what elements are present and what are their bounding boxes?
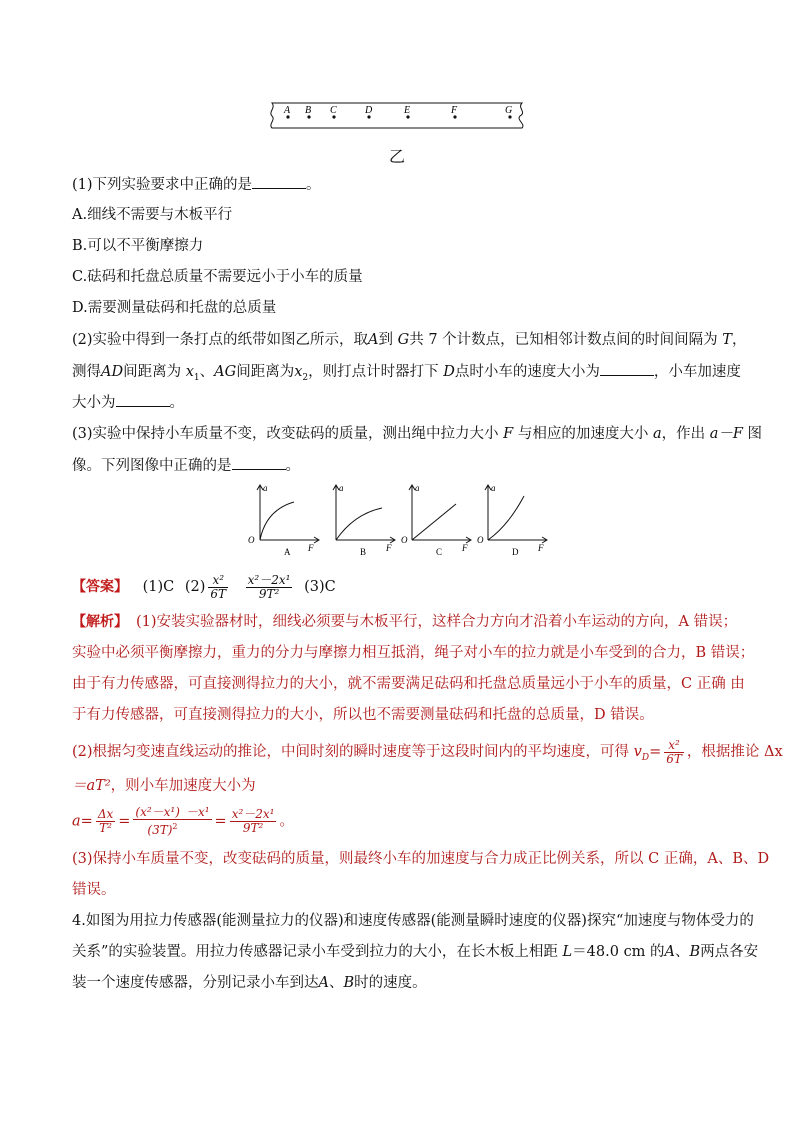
q3-graph-b-ylabel: a <box>339 483 344 493</box>
q3-graph-c-ylabel: a <box>415 483 420 493</box>
q3-graph-a-origin: O <box>248 535 255 545</box>
analysis-text-6b: ，则小车加速度大小为 <box>110 778 256 794</box>
q1-option-a: A.细线不需要与木板平行 <box>72 207 233 223</box>
q4-text-2b: ＝48.0 cm 的 <box>572 944 665 960</box>
tape-dots <box>286 115 511 118</box>
analysis-text-7-end: 。 <box>279 813 294 830</box>
analysis-line-5 <box>72 738 783 772</box>
analysis-line-9: 错误。 <box>72 882 116 898</box>
analysis-eq-3: = <box>214 813 227 830</box>
q3-graph-a-xlabel: F <box>308 543 314 553</box>
tape-label-a: A <box>284 105 291 116</box>
q1-option-d: D.需要测量砝码和托盘的总质量 <box>72 300 277 316</box>
q2-text-2c: 间距离为 <box>236 364 295 380</box>
q2-text-2a: 测得 <box>72 364 101 380</box>
analysis-vd-num: x² <box>664 739 684 753</box>
tape-label-f: F <box>451 105 458 116</box>
q3-text-1c: ，作出 <box>661 426 706 442</box>
q3-text-1a: (3)实验中保持小车质量不变，改变砝码的质量，测出绳中拉力大小 <box>72 426 499 442</box>
answer-fraction-2-num: x²－2x¹ <box>247 572 291 587</box>
analysis-a-f3-num: x²－2x¹ <box>231 807 275 821</box>
q4-sep2: 、 <box>328 975 344 991</box>
analysis-sub-d: D <box>641 752 650 763</box>
answer-tag: 【答案】 <box>72 579 128 595</box>
answer-fraction-2-den: 9T² <box>258 586 280 601</box>
q4-var-a: A <box>664 944 676 960</box>
q2-line1 <box>72 330 746 350</box>
analysis-var-a: a <box>72 813 81 830</box>
q2-text-2f: ，小车加速度 <box>653 364 741 380</box>
q3-text-1d: 图 <box>747 426 763 442</box>
tape-label-b: B <box>305 105 312 116</box>
analysis-a-f2-minus: －x¹ <box>185 805 210 819</box>
q1-stem-text: (1)下列实验要求中正确的是 <box>72 177 253 193</box>
analysis-a-f3-den: 9T² <box>242 821 264 835</box>
analysis-a-f1-den: T² <box>99 821 112 835</box>
q2-text-1: (2)实验中得到一条打点的纸带如图乙所示，取 <box>72 332 369 348</box>
q1-stem <box>72 174 321 195</box>
analysis-eq-1: = <box>80 813 93 830</box>
q3-graph-a-label: A <box>284 547 291 557</box>
q2-text-2d: ，则打点计时器打下 <box>308 364 439 380</box>
q1-option-c: C.砝码和托盘总质量不需要远小于小车的质量 <box>72 269 363 285</box>
paper-tape-figure <box>262 98 530 132</box>
q4-text-2a: 关系”的实验装置。用拉力传感器记录小车受到拉力的大小，在长木板上相距 <box>72 944 558 960</box>
q2-text-2b: 间距离为 <box>123 364 182 380</box>
q3-graph-d-label: D <box>512 547 519 557</box>
q2-sep: 、 <box>199 364 215 380</box>
analysis-vd-fraction <box>664 739 684 766</box>
analysis-line-1 <box>72 612 737 632</box>
answer-part-1: (1)C <box>142 579 175 595</box>
q3-line2 <box>72 455 300 476</box>
tape-label-d: D <box>365 105 373 116</box>
analysis-text-5a: (2)根据匀变速直线运动的推论，中间时刻的瞬时速度等于这段时间内的平均速度，可得 <box>72 744 630 760</box>
q3-answer-blank[interactable] <box>232 455 286 470</box>
answer-fraction-1-den: 6T <box>210 586 227 601</box>
analysis-text-6a: ＝aT² <box>72 778 111 794</box>
analysis-line-2: 实验中必须平衡摩擦力，重力的分力与摩擦力相互抵消，绳子对小车的拉力就是小车受到的合力，B 错误； <box>72 645 755 661</box>
q1-stem-end: 。 <box>306 177 321 193</box>
q2-line3 <box>72 392 184 413</box>
q2-var-t: T <box>722 332 732 348</box>
analysis-a-f2-den: (3T) <box>147 823 173 837</box>
q4-var-b2: B <box>343 975 355 991</box>
q2-var-d: D <box>443 364 455 380</box>
q3-graph-b-label: B <box>360 547 367 557</box>
q4-var-a2: A <box>318 975 329 991</box>
answer-part-2: (2) <box>184 579 206 595</box>
analysis-vd-den: 6T <box>666 751 682 766</box>
q3-graph-d-ylabel: a <box>491 483 496 493</box>
analysis-line-7 <box>72 806 294 837</box>
q2-text-3a: 大小为 <box>72 395 116 411</box>
q2-text-3b: 。 <box>169 395 184 411</box>
q2-comma: ， <box>731 332 747 348</box>
analysis-tag: 【解析】 <box>72 614 128 630</box>
q4-sep: 、 <box>675 944 690 960</box>
analysis-a-f2-sq: 2 <box>172 822 178 831</box>
q4-line-2 <box>72 942 758 962</box>
q3-text-2b: 。 <box>285 458 300 474</box>
q2-sub2: 2 <box>302 372 309 383</box>
analysis-line-3: 由于有力传感器，可直接测得拉力的大小，就不需要满足砝码和托盘总质量远小于小车的质量，C 正确 由 <box>72 676 745 692</box>
tape-caption: 乙 <box>389 147 406 166</box>
q3-graph-d <box>474 480 554 560</box>
q2-var-g: G <box>397 332 410 348</box>
q2-text-to: 到 <box>378 332 394 348</box>
q4-text-2c: 两点各安 <box>700 944 759 960</box>
analysis-a-f2-num: (x²－x¹) <box>135 805 180 819</box>
q2-var-ag: AG <box>214 364 237 380</box>
analysis-text-5b: ，根据推论 Δx <box>686 744 783 760</box>
q1-option-b: B.可以不平衡摩擦力 <box>72 238 204 254</box>
answer-line <box>72 572 336 602</box>
q3-graph-c-label: C <box>436 547 443 557</box>
q2-sub1: 1 <box>193 372 200 383</box>
q3-graph-d-xlabel: F <box>538 543 544 553</box>
analysis-a-f1-num: Δx <box>97 807 114 821</box>
q2-var-x2: x <box>294 364 303 380</box>
q3-graph-d-origin: O <box>477 535 484 545</box>
q2-var-ad: AD <box>101 364 124 380</box>
q2-line2 <box>72 361 741 388</box>
q3-text-2a: 像。下列图像中正确的是 <box>72 458 232 474</box>
answer-fraction-2 <box>246 574 293 601</box>
analysis-a-fraction-3 <box>230 808 277 835</box>
answer-fraction-1-num: x² <box>208 574 228 588</box>
q2-var-x1: x <box>185 364 194 380</box>
q3-text-1b: 与相应的加速度大小 <box>517 426 649 442</box>
q3-graph-b-xlabel: F <box>386 543 392 553</box>
q3-graph-c <box>398 480 478 560</box>
q3-var-a: a <box>652 426 662 442</box>
q3-var-af: a－F <box>709 426 743 442</box>
q3-graph-a-ylabel: a <box>263 483 268 493</box>
q2-var-a: A <box>368 332 379 348</box>
analysis-line-4: 于有力传感器，可直接测得拉力的大小，所以也不需要测量砝码和托盘的总质量，D 错误。 <box>72 707 654 723</box>
q3-graph-b <box>322 480 402 560</box>
tape-label-c: C <box>330 105 337 116</box>
q3-graph-c-origin: O <box>401 535 408 545</box>
answer-fraction-1 <box>208 574 228 601</box>
q4-var-b: B <box>689 944 701 960</box>
analysis-text-1: (1)安装实验器材时，细线必须要与木板平行，这样合力方向才沿着小车运动的方向，A 错误； <box>136 614 738 630</box>
q3-line1 <box>72 424 762 444</box>
q3-graph-a <box>244 480 324 560</box>
q4-text-3a: 装一个速度传感器，分别记录小车到达 <box>72 975 319 991</box>
analysis-line-8: (3)保持小车质量不变，改变砝码的质量，则最终小车的加速度与合力成正比例关系，所以 C 正确，A、B、D <box>72 851 770 867</box>
q4-line-3 <box>72 973 427 993</box>
q4-text-3b: 时的速度。 <box>354 975 427 991</box>
q2-text-2e: 点时小车的速度大小为 <box>454 364 600 380</box>
q3-var-f: F <box>503 426 514 442</box>
tape-label-e: E <box>404 105 411 116</box>
q3-graph-c-xlabel: F <box>462 543 468 553</box>
q1-answer-blank[interactable] <box>252 174 306 189</box>
q4-line-1: 4.如图为用拉力传感器(能测量拉力的仪器)和速度传感器(能测量瞬时速度的仪器)探究“加速度与物体受力的 <box>72 913 754 929</box>
q2-acceleration-blank[interactable] <box>116 392 170 407</box>
analysis-a-fraction-1 <box>96 808 115 835</box>
q4-var-l: L <box>562 944 573 960</box>
answer-part-3: (3)C <box>304 579 336 595</box>
analysis-a-fraction-2 <box>133 806 211 837</box>
q2-velocity-blank[interactable] <box>600 361 654 376</box>
analysis-var-v: v <box>633 744 642 760</box>
q2-text-1b: 共 7 个计数点，已知相邻计数点间的时间间隔为 <box>409 332 718 348</box>
tape-label-g: G <box>505 105 513 116</box>
analysis-line-6 <box>72 776 256 796</box>
analysis-eq-2: = <box>118 813 131 830</box>
analysis-eq: = <box>649 744 662 760</box>
